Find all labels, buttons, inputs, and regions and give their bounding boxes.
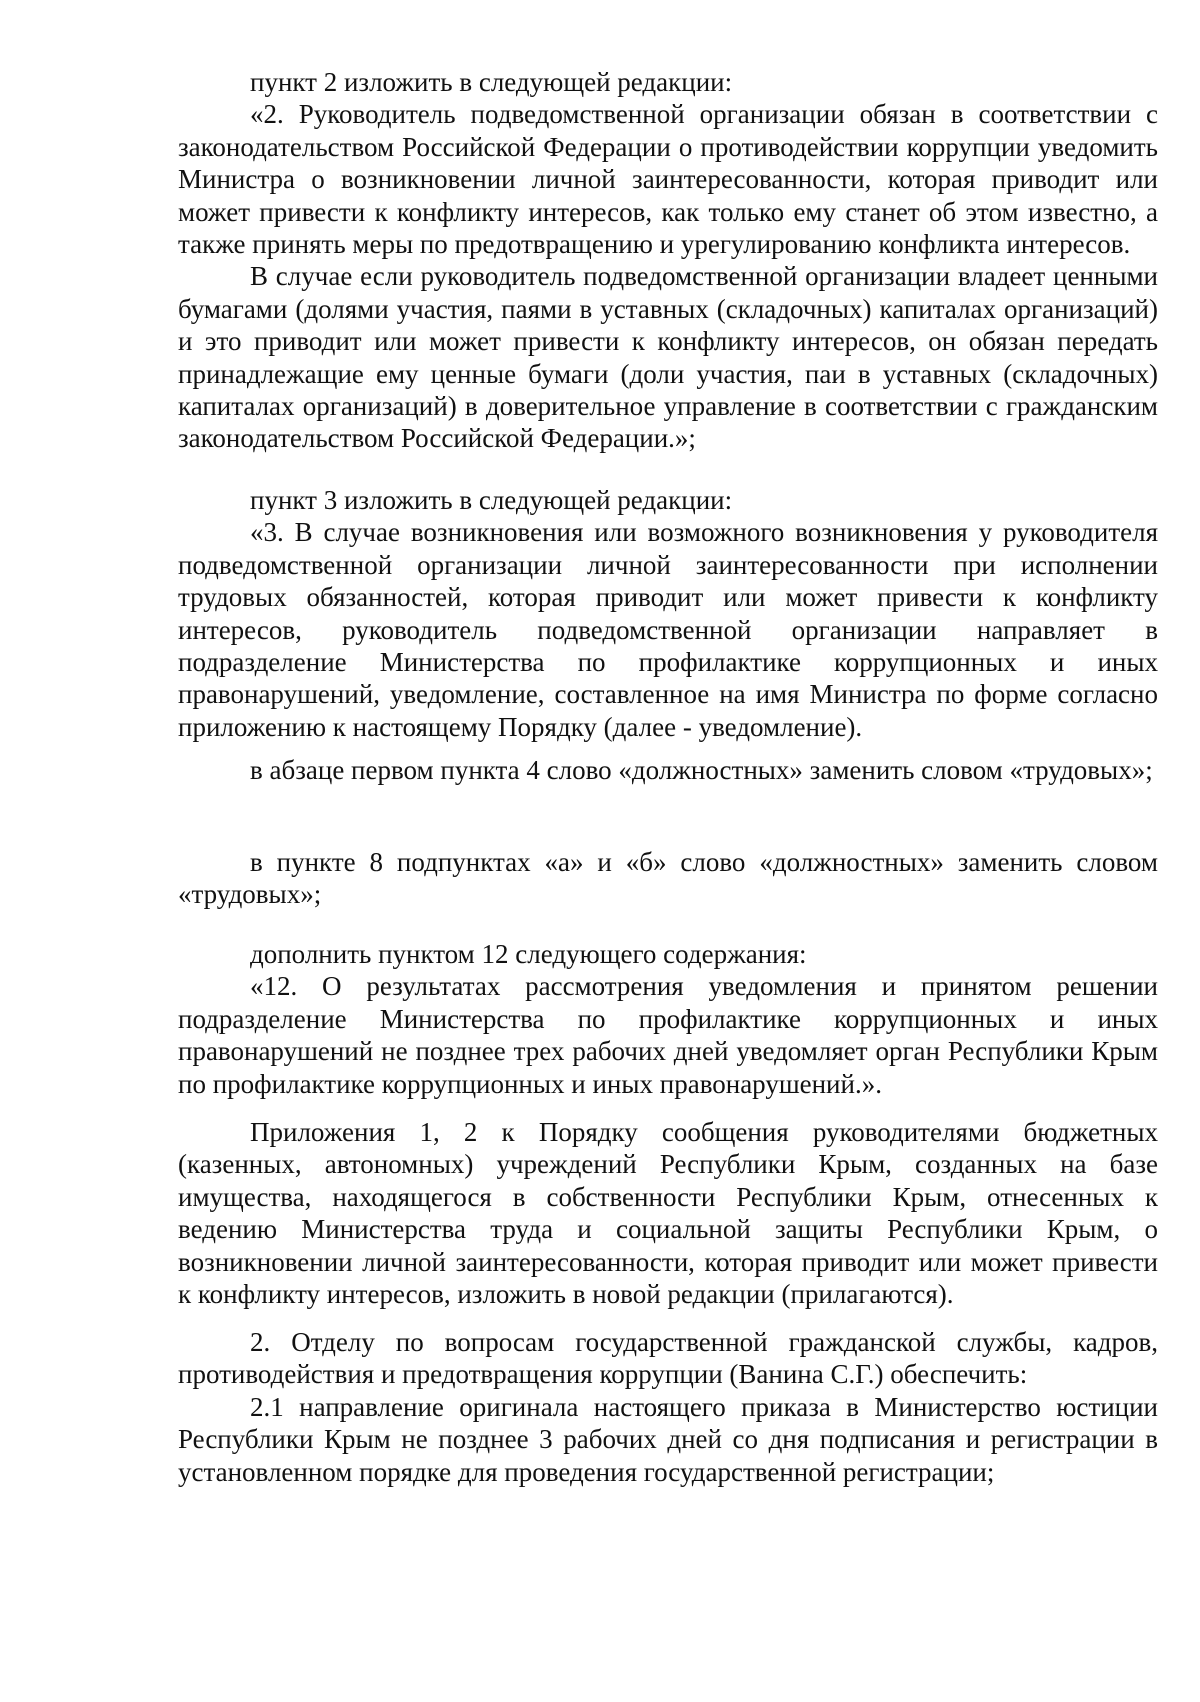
paragraph-clause-12-intro: дополнить пунктом 12 следующего содержания: [250,939,807,969]
amendment-clause-12-section [178,938,1158,1100]
paragraph-clause-3-text: «3. В случае возникновения или возможного возникновения у руководителя подведомственной организации личной заинтересованности при исполнении трудовых обязанностей, которая приводит или может привести к конфликту интересов, руководитель подведомственной организации направляет в подразделение Министерства по профилактике коррупционных и иных правонарушений, уведомление, составленное на имя Министра по форме согласно приложению к настоящему Порядку (далее - уведомление). [178,517,1158,742]
paragraph-clause-8: в пункте 8 подпунктах «а» и «б» слово «должностных» заменить словом «трудовых»; [178,847,1158,910]
paragraph-clause-2-intro: пункт 2 изложить в следующей редакции: [250,67,733,97]
paragraph-order-2-1: 2.1 направление оригинала настоящего приказа в Министерство юстиции Республики Крым не позднее 3 рабочих дней со дня подписания и регистрации в установленном порядке для проведения государственной регистрации; [178,1391,1158,1487]
amendment-clause-3-section [178,484,1158,743]
paragraph-appendices: Приложения 1, 2 к Порядку сообщения руководителями бюджетных (казенных, автономных) учреждений Республики Крым, созданных на базе имущества, находящегося в собственности Республики Крым, отнесенных к ведению Министерства труда и социальной защиты Республики Крым, о возникновении личной заинтересованности, которая приводит или может привести к конфликту интересов, изложить в новой редакции (прилагаются). [178,1117,1158,1310]
paragraph-order-2: 2. Отделу по вопросам государственной гражданской службы, кадров, противодействия и предотвращения коррупции (Ванина С.Г.) обеспечить: [178,1327,1158,1390]
paragraph-clause-4: в абзаце первом пункта 4 слово «должностных» заменить словом «трудовых»; [250,755,1153,785]
amendment-clause-4-section [178,754,1158,786]
paragraph-clause-3-intro: пункт 3 изложить в следующей редакции: [250,485,733,515]
appendices-section [178,1116,1158,1310]
paragraph-clause-12-text: «12. О результатах рассмотрения уведомления и принятом решении подразделение Министерства по профилактике коррупционных и иных правонарушений не позднее трех рабочих дней уведомляет орган Республики Крым по профилактике коррупционных и иных правонарушений.». [178,971,1158,1099]
amendment-clause-2-section [178,66,1158,455]
amendment-clause-8-section [178,846,1158,911]
order-clause-2-section [178,1326,1158,1488]
paragraph-securities: В случае если руководитель подведомственной организации владеет ценными бумагами (долями участия, паями в уставных (складочных) капиталах организаций) и это приводит или может привести к конфликту интересов, он обязан передать принадлежащие ему ценные бумаги (доли участия, паи в уставных (складочных) капиталах организаций) в доверительное управление в соответствии с гражданским законодательством Российской Федерации.»; [178,261,1158,454]
paragraph-clause-2-text: «2. Руководитель подведомственной организации обязан в соответствии с законодательством Российской Федерации о противодействии коррупции уведомить Министра о возникновении личной заинтересованности, которая приводит или может привести к конфликту интересов, как только ему станет об этом известно, а также принять меры по предотвращению и урегулированию конфликта интересов. [178,99,1158,260]
